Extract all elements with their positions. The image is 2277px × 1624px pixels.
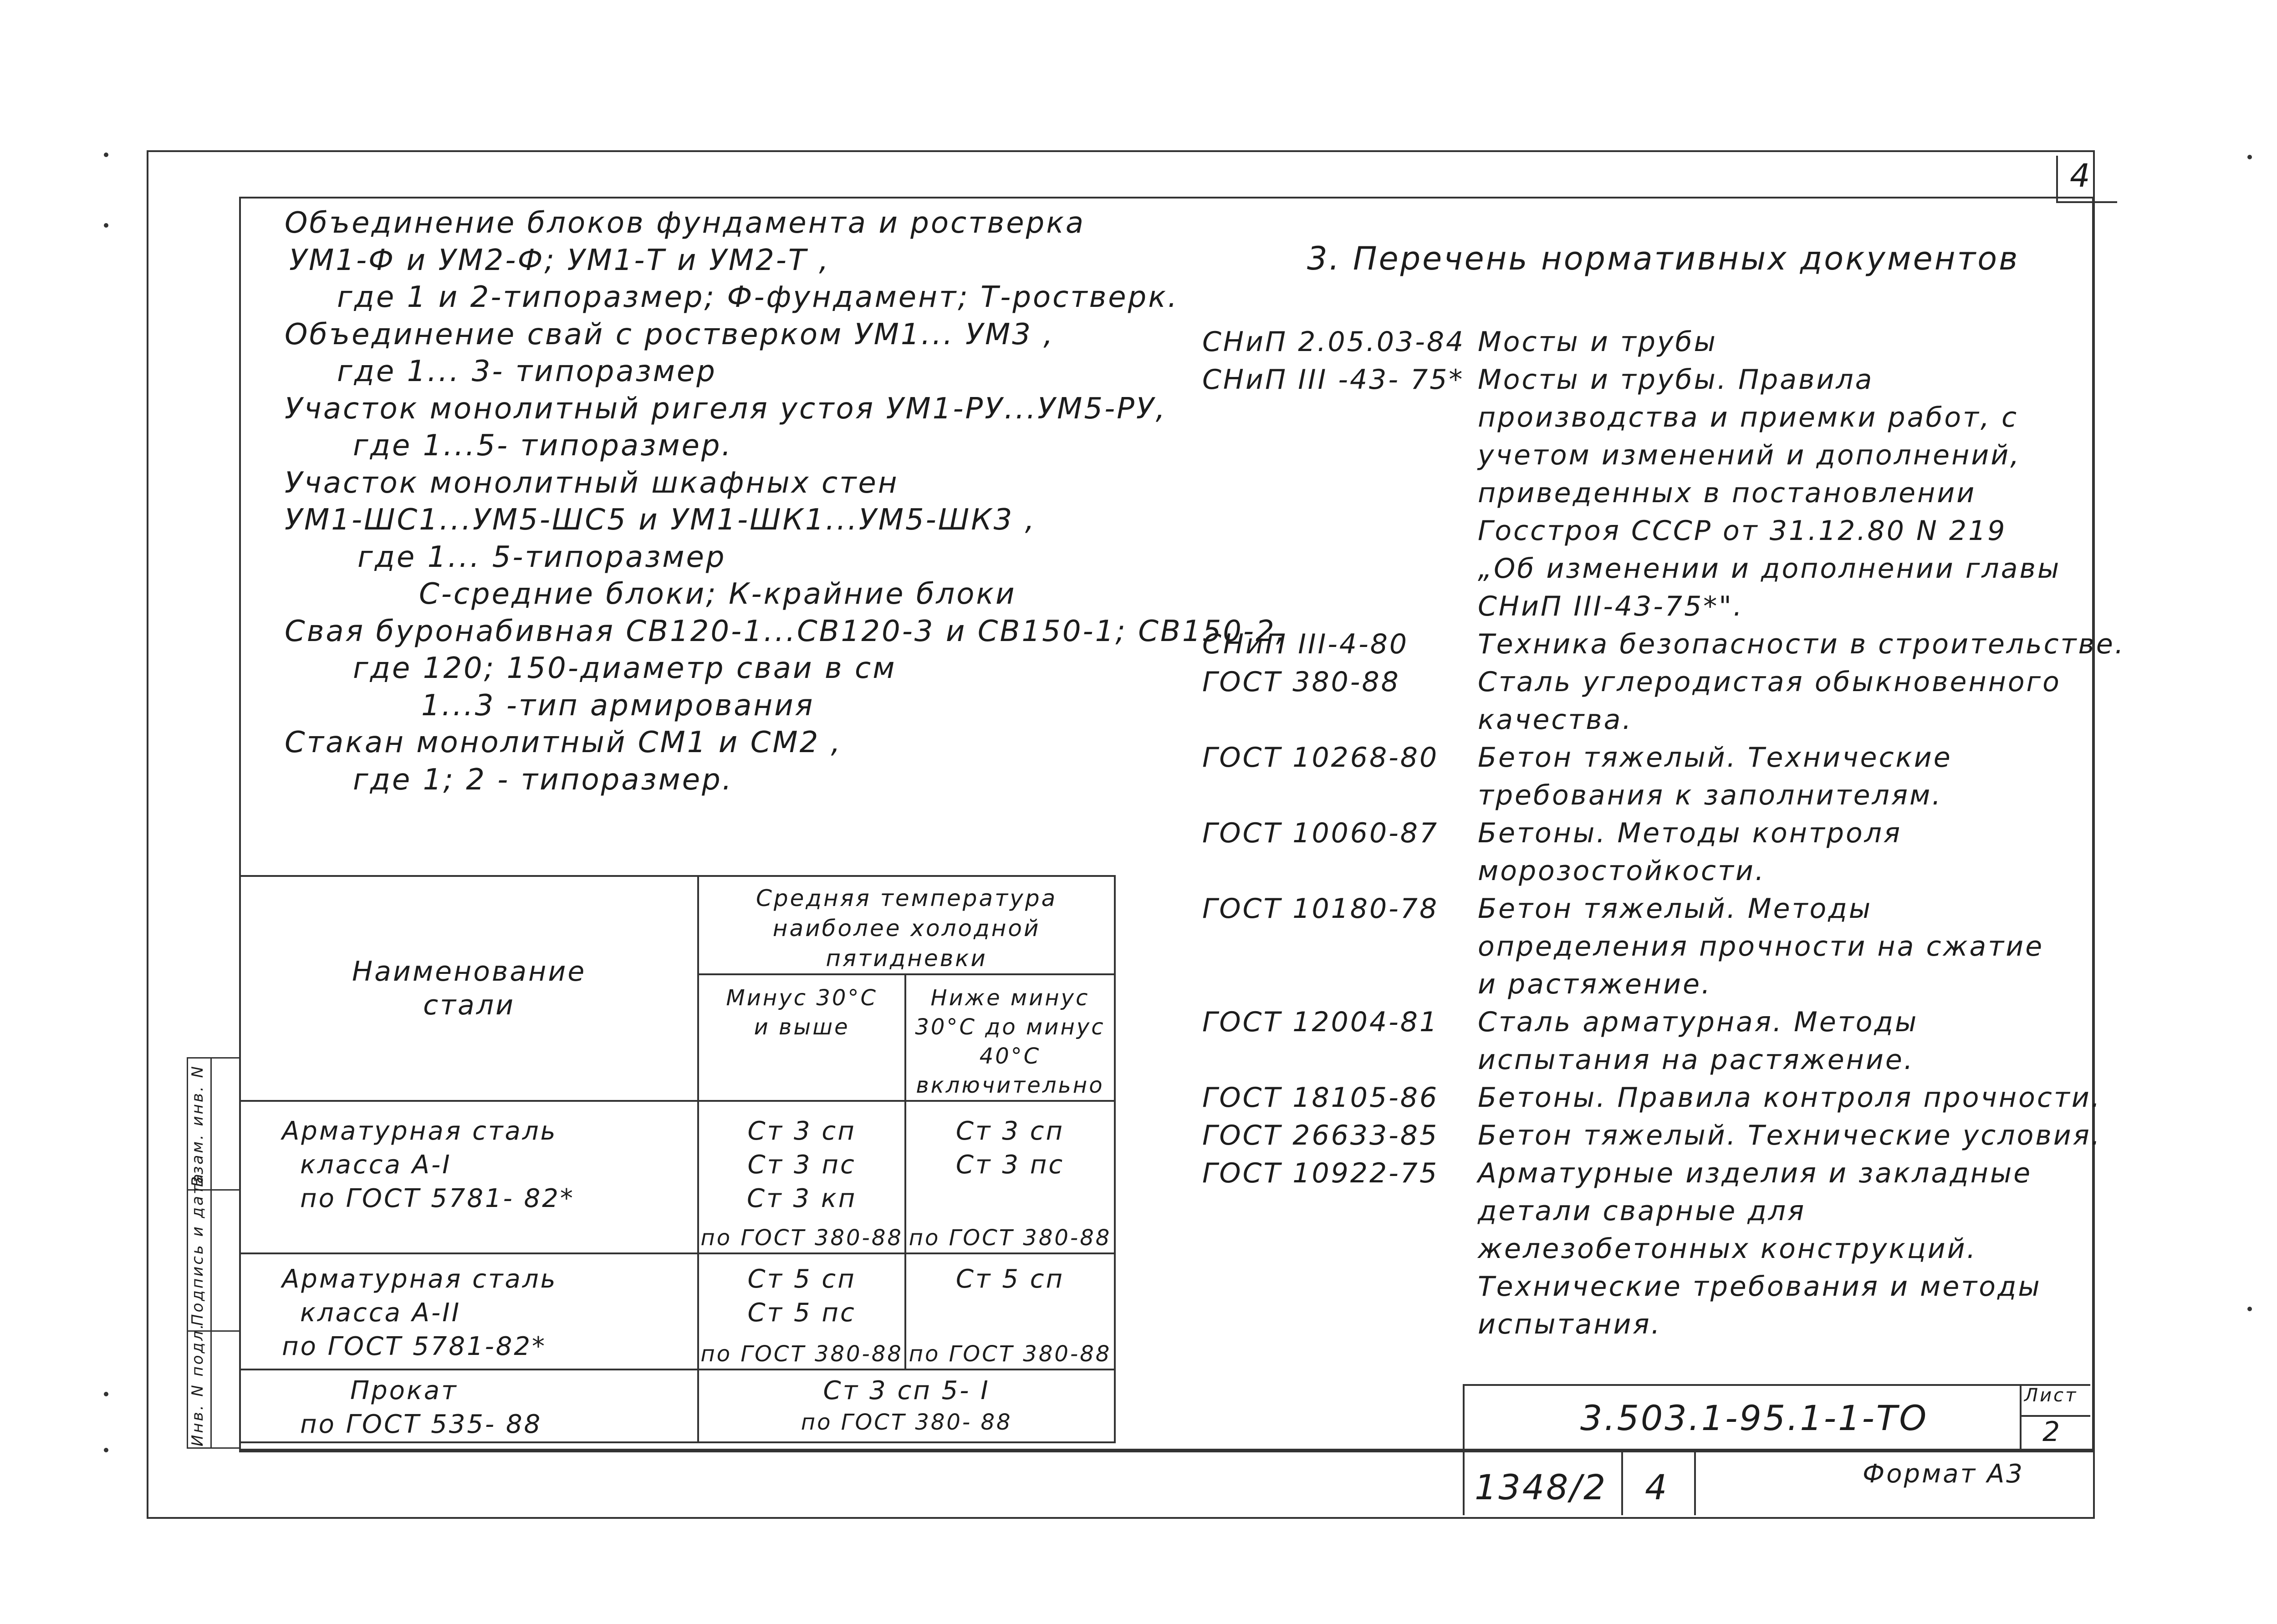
normative-docs-list [1202, 323, 2277, 1344]
doc-entry [1202, 1155, 2277, 1344]
inventory-number: 1348/2 [1475, 1467, 1608, 1507]
doc-entry [1202, 815, 2277, 890]
col2-header [905, 974, 1115, 1101]
doc-entry [1202, 1079, 2277, 1117]
notation-line: где 1...5- типоразмер. [353, 429, 733, 463]
col1-header [698, 974, 905, 1101]
doc-code: ГОСТ 10922-75 [1202, 1157, 1439, 1189]
doc-desc: Бетон тяжелый. Технические требования к заполнителям. [1478, 742, 1952, 811]
sheet-number: 2 [2042, 1416, 2062, 1448]
notation-line: Объединение блоков фундамента и ростверка [285, 206, 1086, 240]
notation-line: где 1... 3- типоразмер [337, 355, 717, 388]
margin-dot [104, 223, 108, 228]
doc-entry [1202, 626, 2277, 663]
notation-line: 1...3 -тип армирования [421, 688, 815, 723]
notation-line: С-средние блоки; К-крайние блоки [419, 577, 1016, 611]
notation-block [285, 205, 1287, 799]
cell-text: Арматурная сталь [282, 1264, 557, 1294]
cell-standard: по ГОСТ 380-88 [909, 1341, 1112, 1367]
bottom-sheet-number: 4 [1645, 1467, 1669, 1507]
doc-desc: Сталь арматурная. Методы испытания на растяжение. [1478, 1006, 1919, 1076]
doc-desc: Арматурные изделия и закладные детали сварные для железобетонных конструкций. Технические требования и методы испытания. [1478, 1157, 2042, 1340]
margin-dot [104, 1448, 108, 1452]
doc-desc: Бетон тяжелый. Технические условия. [1478, 1120, 2102, 1151]
title-block-line [239, 1449, 2092, 1451]
sidebar-label-replaced: Взам. инв. N [189, 1064, 207, 1187]
section3-title: 3. Перечень нормативных документов [1307, 240, 2020, 277]
margin-dot [104, 153, 108, 157]
steel-name-cell [240, 1369, 698, 1442]
notation-line: Участок монолитный ригеля устоя УМ1-РУ...УМ5-РУ, [285, 392, 1167, 426]
title-block-line [1621, 1449, 1623, 1515]
format-label: Формат А3 [1863, 1459, 2024, 1489]
title-block-line [1463, 1384, 1465, 1515]
doc-entry [1202, 739, 2277, 815]
header-text: Ниже минус 30°С до минус 40°С включительно [915, 985, 1105, 1098]
doc-code: ГОСТ 10268-80 [1202, 742, 1439, 774]
table-row [240, 1101, 1115, 1253]
cell-text: класса А-II [300, 1298, 461, 1328]
doc-code: ГОСТ 380-88 [1202, 666, 1400, 698]
sidebar-label-inventory: Инв. N подл. [189, 1322, 207, 1446]
notation-line: Свая буронабивная СВ120-1...СВ120-3 и СВ150-1; СВ150-2, [285, 614, 1287, 648]
group-header [698, 876, 1115, 974]
notation-line: где 120; 150-диаметр сваи в см [353, 652, 897, 685]
title-block-line [1463, 1384, 2090, 1386]
cell-text: по ГОСТ 5781- 82* [300, 1184, 575, 1213]
steel-grade-table [239, 875, 1116, 1443]
cell-text: Ст 5 сп [955, 1264, 1065, 1294]
doc-desc: Техника безопасности в строительстве. [1478, 628, 2125, 660]
header-text: Наименование стали [352, 956, 587, 1021]
approval-sidebar [187, 1057, 240, 1449]
doc-code: СНиП 2.05.03-84 [1202, 326, 1465, 358]
notation-line: Участок монолитный шкафных стен [285, 466, 899, 500]
cell-text: Ст 3 сп [955, 1116, 1065, 1146]
cell-text: Ст 3 сп [747, 1116, 856, 1146]
margin-dot [104, 1392, 108, 1396]
doc-entry [1202, 1003, 2277, 1079]
corner-sheet-number: 4 [2070, 157, 2092, 194]
doc-code: ГОСТ 10180-78 [1202, 893, 1439, 925]
grade-cell [698, 1253, 905, 1369]
doc-code: ГОСТ 18105-86 [1202, 1082, 1439, 1114]
margin-dot [2247, 155, 2252, 159]
doc-code: ГОСТ 12004-81 [1202, 1006, 1439, 1038]
cell-text: Ст 3 пс [747, 1150, 856, 1180]
cell-text: Арматурная сталь [282, 1116, 557, 1146]
doc-entry [1202, 361, 2277, 626]
doc-desc: Мосты и трубы [1478, 326, 1717, 358]
doc-entry [1202, 663, 2277, 739]
doc-desc: Бетон тяжелый. Методы определения прочности на сжатие и растяжение. [1478, 893, 2044, 1000]
grade-cell [905, 1253, 1115, 1369]
steel-name-cell [240, 1253, 698, 1369]
header-text: Минус 30°С и выше [726, 985, 878, 1040]
cell-text: Ст 3 сп 5- I [823, 1376, 990, 1405]
doc-entry [1202, 323, 2277, 361]
notation-line: Объединение свай с ростверком УМ1... УМ3 , [285, 317, 1055, 351]
cell-standard: по ГОСТ 380-88 [700, 1225, 903, 1251]
sidebar-label-signature: Подпись и дата [189, 1172, 207, 1326]
notation-line: где 1; 2 - типоразмер. [353, 763, 734, 797]
cell-standard: по ГОСТ 380- 88 [801, 1410, 1012, 1435]
cell-text: Ст 5 сп [747, 1264, 856, 1294]
grade-cell [698, 1101, 905, 1253]
notation-line: где 1 и 2-типоразмер; Ф-фундамент; Т-ростверк. [337, 280, 1179, 314]
cell-text: по ГОСТ 5781-82* [282, 1332, 547, 1361]
doc-desc: Бетоны. Методы контроля морозостойкости. [1478, 817, 1902, 887]
title-block-line [1694, 1449, 1696, 1515]
doc-code: ГОСТ 10060-87 [1202, 817, 1439, 849]
doc-desc: Бетоны. Правила контроля прочности. [1478, 1082, 2102, 1114]
steel-name-cell [240, 1101, 698, 1253]
notation-line: где 1... 5-типоразмер [357, 540, 726, 574]
doc-code: СНиП III-4-80 [1202, 628, 1409, 660]
cell-text: Ст 3 пс [955, 1150, 1065, 1180]
grade-cell [905, 1101, 1115, 1253]
notation-line: Стакан монолитный СМ1 и СМ2 , [285, 726, 842, 759]
document-designation: 3.503.1-95.1-1-ТО [1580, 1398, 1929, 1438]
notation-line: УМ1-ШС1...УМ5-ШС5 и УМ1-ШК1...УМ5-ШК3 , [285, 503, 1036, 537]
doc-code: СНиП III -43- 75* [1202, 364, 1465, 396]
cell-text: класса А-I [300, 1150, 452, 1180]
doc-desc: Сталь углеродистая обыкновенного качества. [1478, 666, 2061, 736]
doc-entry [1202, 890, 2277, 1003]
table-row [240, 1253, 1115, 1369]
cell-text: Ст 5 пс [747, 1298, 856, 1328]
doc-entry [1202, 1117, 2277, 1155]
cell-text: Ст 3 кп [746, 1184, 857, 1213]
cell-text: Прокат [350, 1376, 458, 1405]
cell-standard: по ГОСТ 380-88 [700, 1341, 903, 1367]
table-row [240, 1369, 1115, 1442]
merged-grade-cell [698, 1369, 1115, 1442]
notation-line: УМ1-Ф и УМ2-Ф; УМ1-Т и УМ2-Т , [289, 243, 830, 277]
col-name-header [240, 876, 698, 1101]
header-text: Средняя температура наиболее холодной пятидневки [756, 885, 1057, 972]
doc-code: ГОСТ 26633-85 [1202, 1120, 1439, 1151]
doc-desc: Мосты и трубы. Правила производства и приемки работ, с учетом изменений и дополнений, приведенных в постановлении Госстроя СССР от 31.12.80 N 219 „Об изменении и дополнении главы СНиП III-43-75*". [1478, 364, 2061, 622]
cell-text: по ГОСТ 535- 88 [300, 1410, 542, 1439]
sheet-label: Лист [2024, 1385, 2078, 1406]
cell-standard: по ГОСТ 380-88 [909, 1225, 1112, 1251]
